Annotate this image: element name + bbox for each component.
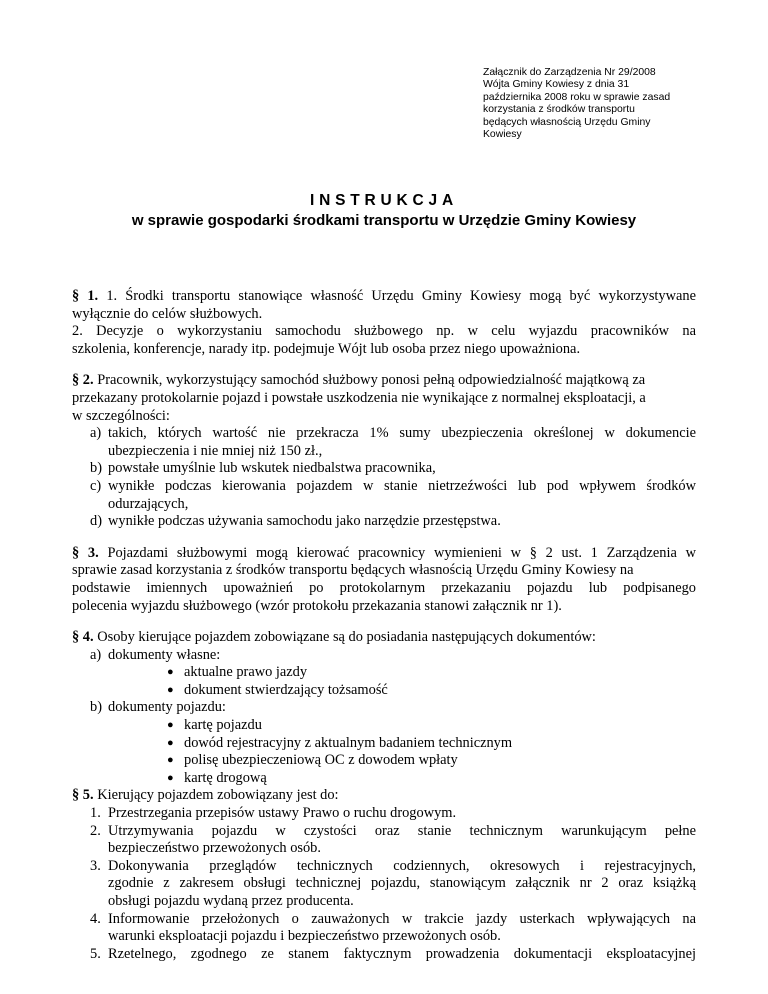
section-3 [72, 545, 696, 615]
list-marker: a) [90, 425, 102, 442]
paragraph-line [72, 288, 696, 306]
list-item-text: Informowanie przełożonych o zauważonych w trakcie jazdy usterkach wpływających na [108, 910, 696, 927]
document-body [72, 288, 696, 963]
section-number: § 2. [72, 372, 94, 389]
line-text: Osoby kierujące pojazdem zobowiązane są do posiadania następujących dokumentów: [97, 629, 596, 646]
list-marker: d) [90, 513, 102, 530]
paragraph-line: sprawie zasad korzystania z środków transportu będących własnością Urzędu Gminy Kowiesy na [72, 562, 634, 579]
document-subtitle: w sprawie gospodarki środkami transportu w Urzędzie Gminy Kowiesy [131, 212, 637, 229]
paragraph-line [72, 629, 696, 647]
list-item-continuation: zgodnie z zakresem obsługi technicznej pojazdu, stanowiącym załącznik nr 2 oraz książką [108, 875, 696, 892]
annex-line: Wójta Gminy Kowiesy z dnia 31 [483, 79, 630, 91]
bullet-text: dokument stwierdzający tożsamość [184, 681, 388, 698]
bullet-icon: ● [167, 719, 174, 732]
annex-line: Kowiesy [483, 129, 522, 141]
section-1 [72, 288, 696, 358]
list-item-text: powstałe umyślnie lub wskutek niedbalstwa pracownika, [108, 460, 436, 477]
annex-line: października 2008 roku w sprawie zasad [483, 91, 671, 103]
paragraph-line: przekazany protokolarnie pojazd i powstałe uszkodzenia nie wynikające z normalnej eksploatacji, a [72, 389, 646, 406]
list-marker: a) [90, 646, 102, 663]
bullet-text: aktualne prawo jazdy [184, 664, 308, 681]
bullet-icon: ● [167, 754, 174, 767]
list-item [72, 805, 696, 823]
list-item-text: dokumenty pojazdu: [108, 699, 226, 716]
list-item-text: wynikłe podczas używania samochodu jako narzędzie przestępstwa. [108, 513, 501, 530]
line-text: Pojazdami służbowymi mogą kierować pracownicy wymienieni w § 2 ust. 1 Zarządzenia w [107, 544, 696, 561]
list-item [72, 647, 696, 665]
annex-note [483, 67, 688, 141]
paragraph-line: podstawie imiennych upoważnień po protokolarnym przekazaniu pojazdu lub podpisanego [72, 579, 696, 596]
line-text: 1. Środki transportu stanowiące własność Urzędu Gminy Kowiesy mogą być wykorzystywane [106, 288, 696, 304]
list-item-continuation: warunki eksploatacji pojazdu i bezpieczeństwo przewożonych osób. [108, 928, 501, 945]
list-item-text: Dokonywania przeglądów technicznych codziennych, okresowych i rejestracyjnych, [108, 857, 696, 874]
list-item [72, 513, 696, 531]
paragraph-line [72, 545, 696, 563]
bullet-text: dowód rejestracyjny z aktualnym badaniem technicznym [184, 734, 513, 751]
bullet-item [72, 735, 696, 753]
bullet-icon: ● [167, 736, 174, 749]
list-item [72, 425, 696, 443]
bullet-text: polisę ubezpieczeniową OC z dowodem wpłaty [184, 752, 458, 769]
list-marker: b) [90, 699, 102, 716]
paragraph-line: 2. Decyzje o wykorzystaniu samochodu służbowego np. w celu wyjazdu pracowników na [72, 323, 696, 340]
list-item-continuation: bezpieczeństwo przewożonych osób. [108, 840, 321, 857]
list-item [72, 911, 696, 929]
list-item-text: takich, których wartość nie przekracza 1% sumy ubezpieczenia określonej w dokumencie [108, 425, 696, 442]
annex-line: będących własnością Urzędu Gminy [483, 116, 651, 128]
list-item [72, 478, 696, 496]
section-number: § 5. [72, 787, 94, 804]
list-item-continuation: obsługi pojazdu wydaną przez producenta. [108, 893, 354, 909]
list-marker: 4. [90, 910, 101, 927]
line-text: Kierujący pojazdem zobowiązany jest do: [97, 787, 339, 804]
bullet-text: kartę drogową [184, 769, 267, 786]
bullet-item [72, 682, 696, 700]
bullet-item [72, 770, 696, 788]
bullet-item [72, 752, 696, 770]
list-marker: 2. [90, 822, 101, 839]
list-item [72, 946, 696, 964]
document-title: INSTRUKCJA [310, 192, 458, 209]
paragraph-line: szkolenia, konferencje, narady itp. podejmuje Wójt lub osoba przez niego upoważniona. [72, 340, 581, 357]
list-item-text: Przestrzegania przepisów ustawy Prawo o ruchu drogowym. [108, 805, 457, 822]
title-block [0, 191, 768, 231]
bullet-icon: ● [167, 771, 174, 784]
section-5 [72, 787, 696, 963]
list-item [72, 858, 696, 876]
list-item-continuation: odurzających, [108, 495, 189, 512]
section-2 [72, 372, 696, 530]
list-marker: b) [90, 460, 102, 477]
annex-line: Załącznik do Zarządzenia Nr 29/2008 [483, 67, 656, 78]
list-marker: 3. [90, 857, 101, 874]
paragraph-line [72, 372, 696, 390]
list-item-text: wynikłe podczas kierowania pojazdem w stanie nietrzeźwości lub pod wpływem środków [108, 477, 696, 494]
list-item-continuation: ubezpieczenia i nie mniej niż 150 zł., [108, 442, 323, 459]
bullet-icon: ● [167, 666, 174, 679]
list-item-text: Utrzymywania pojazdu w czystości oraz stanie technicznym warunkującym pełne [108, 822, 696, 839]
paragraph-line: wyłącznie do celów służbowych. [72, 305, 263, 322]
paragraph-line: polecenia wyjazdu służbowego (wzór protokołu przekazania stanowi załącznik nr 1). [72, 597, 562, 614]
list-item-text: dokumenty własne: [108, 646, 221, 663]
list-item-text: Rzetelnego, zgodnego ze stanem faktycznym prowadzenia dokumentacji eksploatacyjnej [108, 945, 696, 962]
list-marker: 5. [90, 945, 101, 962]
bullet-item [72, 717, 696, 735]
bullet-text: kartę pojazdu [184, 717, 262, 734]
list-item [72, 460, 696, 478]
section-4 [72, 629, 696, 787]
list-marker: c) [90, 477, 102, 494]
paragraph-line [72, 787, 696, 805]
bullet-item [72, 664, 696, 682]
section-number: § 3. [72, 544, 99, 561]
list-item [72, 823, 696, 841]
paragraph-line: w szczególności: [72, 407, 170, 424]
line-text: Pracownik, wykorzystujący samochód służbowy ponosi pełną odpowiedzialność majątkową za [97, 372, 646, 389]
bullet-icon: ● [167, 683, 174, 696]
list-marker: 1. [90, 805, 101, 822]
section-number: § 4. [72, 629, 94, 646]
annex-line: korzystania z środków transportu [483, 104, 635, 116]
list-item [72, 699, 696, 717]
section-number: § 1. [72, 288, 99, 304]
